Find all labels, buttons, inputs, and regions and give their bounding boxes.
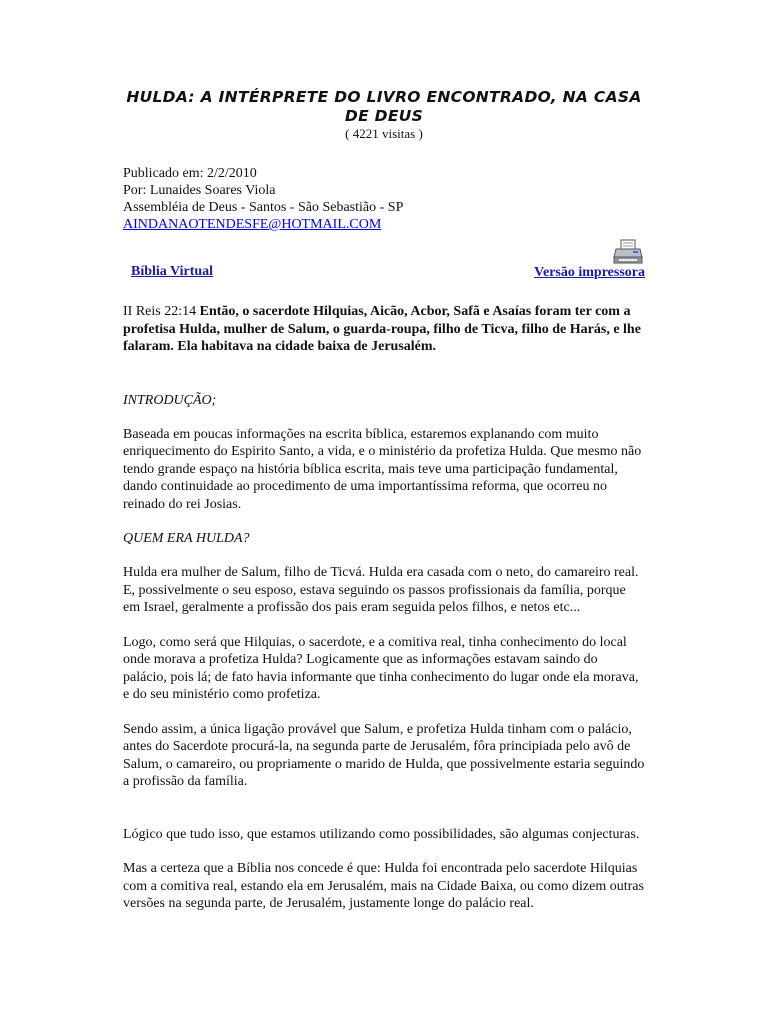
print-version-link[interactable]: Versão impressora <box>534 265 645 280</box>
page-title: HULDA: A INTÉRPRETE DO LIVRO ENCONTRADO, NA CASA DE DEUS <box>126 88 642 125</box>
verse-reference: II Reis 22:14 <box>123 304 200 319</box>
paragraph: Hulda era mulher de Salum, filho de Ticvá. Hulda era casada com o neto, do camareiro real. E, possivelmente o seu esposo, estava seguindo os passos profissionais da família, porque em Israel, geralmente a profissão dos pais eram seguida pelos filhos, e netos etc... <box>123 565 639 615</box>
printer-icon[interactable] <box>613 239 643 265</box>
intro-heading: INTRODUÇÃO; <box>123 392 217 408</box>
paragraph: Logo, como será que Hilquias, o sacerdote, e a comitiva real, tinha conhecimento do local onde morava a profetiza Hulda? Logicamente que as informações estavam saindo do palácio, pois lá; de fato havia informante que tinha conhecimento do lugar onde ela morava, e do seu ministério como profetiza. <box>123 634 639 702</box>
paragraph: Baseada em poucas informações na escrita bíblica, estaremos explanando com muito enriquecimento do Espirito Santo, a vida, e o ministério da profetiza Hulda. Que mesmo não tendo grande espaço na história bíblica escrita, mais teve uma participação fundamental, dando continuidade ao procedimento de uma importantíssima reforma, que ocorreu no reinado do rei Josias. <box>123 426 642 512</box>
links-row <box>123 239 645 289</box>
article <box>123 88 645 913</box>
verse-text: Então, o sacerdote Hilquias, Aicão, Acbor, Safã e Asaías foram ter com a profetisa Hulda, mulher de Salum, o guarda-roupa, filho de Ticva, filho de Harás, e lhe falaram. Ela habitava na cidade baixa de Jerusalém. <box>123 304 641 354</box>
paragraph: Mas a certeza que a Bíblia nos concede é que: Hulda foi encontrada pelo sacerdote Hilquias com a comitiva real, estando ela em Jerusalém, mais na Cidade Baixa, ou como dizem outras versões na segunda parte, de Jerusalém, justamente longe do palácio real. <box>123 861 644 911</box>
church: Assembléia de Deus - Santos - São Sebastião - SP <box>123 200 404 215</box>
publish-date: Publicado em: 2/2/2010 <box>123 166 257 181</box>
author-email-link[interactable]: AINDANAOTENDESFE@HOTMAIL.COM <box>123 217 382 232</box>
bible-verse <box>123 303 645 356</box>
article-meta <box>123 165 645 233</box>
visit-count: ( 4221 visitas ) <box>345 126 423 141</box>
author: Por: Lunaides Soares Viola <box>123 183 276 198</box>
paragraph: Sendo assim, a única ligação provável que Salum, e profetiza Hulda tinham com o palácio, antes do Sacerdote procurá-la, na segunda parte de Jerusalém, fôra principiada pelo avô de Salum, o camareiro, ou propriamente o marido de Hulda, que possivelmente estaria seguindo a profissão da família. <box>123 721 645 789</box>
bible-virtual-link[interactable]: Bíblia Virtual <box>131 264 214 279</box>
who-heading: QUEM ERA HULDA? <box>123 531 250 546</box>
paragraph: Lógico que tudo isso, que estamos utilizando como possibilidades, são algumas conjecturas. <box>123 826 640 842</box>
